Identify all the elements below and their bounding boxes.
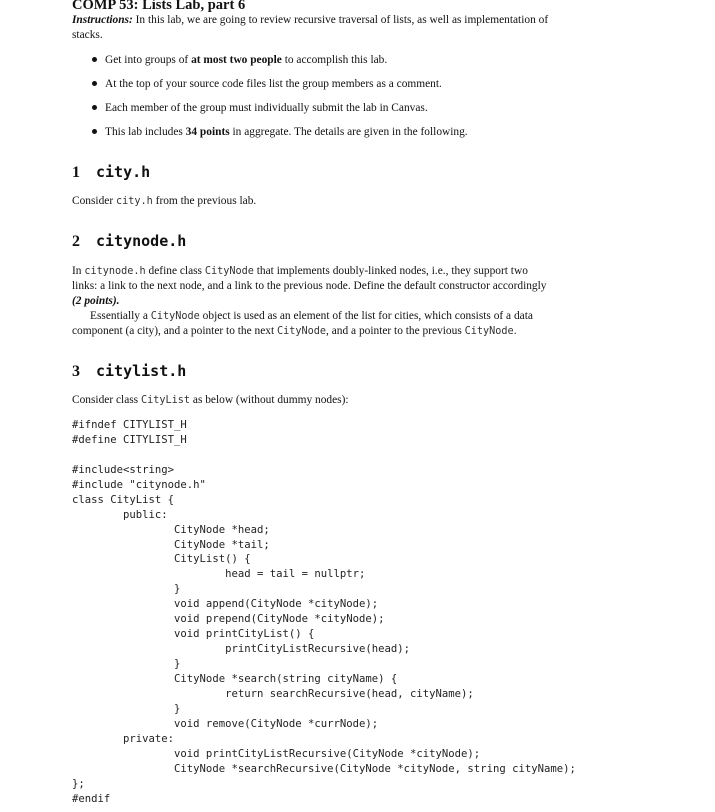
code-line: head = tail = nullptr; bbox=[72, 568, 366, 580]
code-line: public: bbox=[72, 509, 168, 521]
section-2-paragraph-1: In citynode.h define class CityNode that implements doubly-linked nodes, i.e., they support two links: a link to the next node, and a link to the previous node. Define the default constructor accordingly (2 points). bbox=[72, 265, 547, 307]
code-line: private: bbox=[72, 733, 175, 745]
code-line: void prepend(CityNode *cityNode); bbox=[72, 613, 385, 625]
code-line: #endif bbox=[72, 793, 111, 805]
page-title: COMP 53: Lists Lab, part 6 bbox=[72, 0, 246, 13]
code-line: #ifndef CITYLIST_H bbox=[72, 419, 187, 431]
section-1-text: Consider city.h from the previous lab. bbox=[72, 195, 257, 207]
code-line: } bbox=[72, 583, 181, 595]
instructions-label: Instructions: bbox=[72, 14, 133, 26]
section-2-paragraph-2: Essentially a CityNode object is used as an element of the list for cities, which consists of a data component (a city), and a pointer to the next CityNode, and a pointer to the previous CityNode. bbox=[72, 310, 533, 337]
bullet-item: Each member of the group must individually submit the lab in Canvas. bbox=[92, 101, 428, 116]
code-line: }; bbox=[72, 778, 85, 790]
bullet-icon bbox=[92, 105, 97, 110]
bullet-item: This lab includes 34 points in aggregate. The details are given in the following. bbox=[92, 125, 468, 140]
section-3-text: Consider class CityList as below (without dummy nodes): bbox=[72, 394, 349, 406]
section-heading-1: 1 city.h bbox=[72, 163, 151, 181]
code-line: #define CITYLIST_H bbox=[72, 434, 187, 446]
code-line: CityNode *tail; bbox=[72, 539, 270, 551]
instructions-text: In this lab, we are going to review recursive traversal of lists, as well as implementation of bbox=[135, 14, 549, 26]
instructions-paragraph bbox=[72, 13, 612, 43]
code-line: CityNode *searchRecursive(CityNode *cityNode, string cityName); bbox=[72, 763, 576, 775]
code-line: class CityList { bbox=[72, 494, 175, 506]
code-line: CityList() { bbox=[72, 553, 251, 565]
code-line: } bbox=[72, 703, 181, 715]
section-heading-3: 3 citylist.h bbox=[72, 362, 187, 380]
section-heading-2: 2 citynode.h bbox=[72, 232, 187, 250]
bullet-icon bbox=[92, 81, 97, 86]
instructions-text-2: stacks. bbox=[72, 29, 103, 41]
bullet-item: At the top of your source code files list the group members as a comment. bbox=[92, 77, 442, 92]
code-line: void printCityList() { bbox=[72, 628, 315, 640]
code-line: CityNode *head; bbox=[72, 524, 270, 536]
bullet-item: Get into groups of at most two people to accomplish this lab. bbox=[92, 53, 387, 68]
code-line: return searchRecursive(head, cityName); bbox=[72, 688, 474, 700]
code-line: printCityListRecursive(head); bbox=[72, 643, 411, 655]
bullet-icon bbox=[92, 57, 97, 62]
code-line: void append(CityNode *cityNode); bbox=[72, 598, 379, 610]
bullet-icon bbox=[92, 129, 97, 134]
code-line: #include<string> bbox=[72, 464, 175, 476]
code-line: CityNode *search(string cityName) { bbox=[72, 673, 398, 685]
code-line: #include "citynode.h" bbox=[72, 479, 206, 491]
code-line: void remove(CityNode *currNode); bbox=[72, 718, 379, 730]
code-line: void printCityListRecursive(CityNode *cityNode); bbox=[72, 748, 481, 760]
code-line: } bbox=[72, 658, 181, 670]
